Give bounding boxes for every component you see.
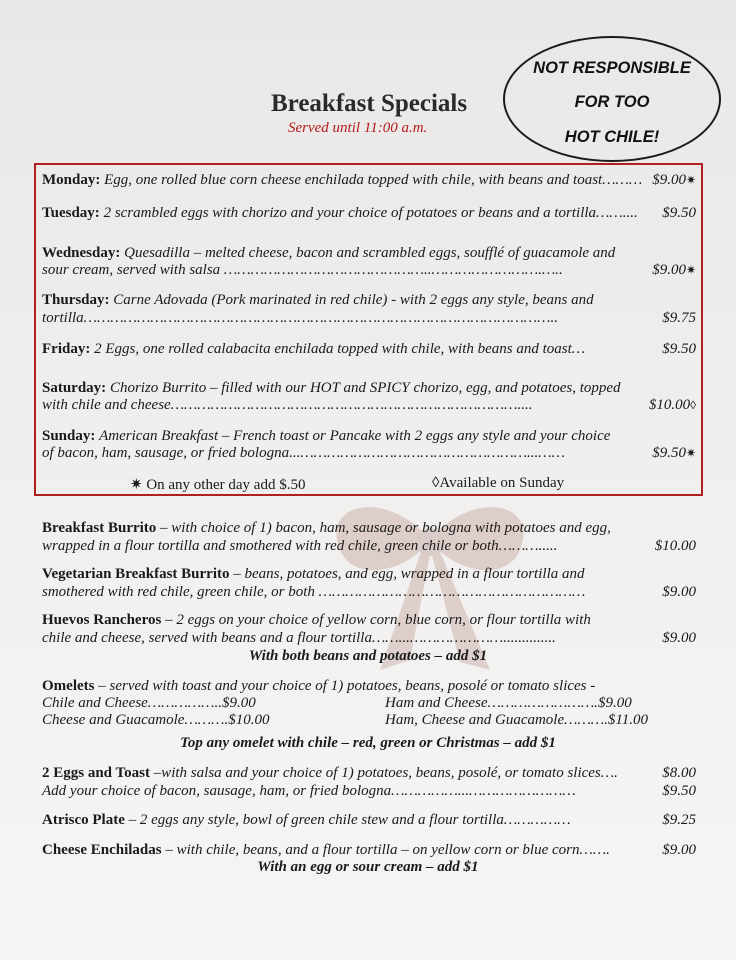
special-description: Quesadilla – melted cheese, bacon and scrambled eggs, soufflé of guacamole and bbox=[124, 245, 616, 261]
special-description: American Breakfast – French toast or Pancake with 2 eggs any style and your choice bbox=[99, 428, 611, 444]
day-label: Monday: bbox=[42, 172, 101, 188]
item-description-cont: chile and cheese, served with beans and a flour tortilla……...………………….............. bbox=[42, 630, 556, 646]
special-friday bbox=[42, 341, 696, 358]
special-price: $9.50 bbox=[662, 205, 696, 221]
item-eggs-toast bbox=[42, 765, 696, 782]
item-vegetarian-burrito-cont bbox=[42, 584, 696, 601]
special-saturday-cont bbox=[42, 397, 696, 414]
day-label: Sunday: bbox=[42, 428, 96, 444]
item-price: $9.25 bbox=[662, 812, 696, 828]
item-description-cont: Add your choice of bacon, sausage, ham, or fried bologna……………...…………………… bbox=[42, 783, 576, 799]
special-wednesday bbox=[42, 245, 696, 262]
star-footnote: ✷ On any other day add $.50 bbox=[130, 477, 306, 493]
special-description: 2 Eggs, one rolled calabacita enchilada topped with chile, with beans and toast… bbox=[94, 341, 586, 357]
special-thursday-cont bbox=[42, 310, 696, 327]
omelet-label: Ham and Cheese……………………. bbox=[385, 695, 598, 711]
special-price: $9.50 bbox=[662, 341, 696, 357]
page-title: Breakfast Specials bbox=[271, 90, 468, 117]
omelet-addon-note: Top any omelet with chile – red, green or Christmas – add $1 bbox=[180, 735, 556, 751]
item-description: – 2 eggs on your choice of yellow corn, blue corn, or flour tortilla with bbox=[161, 612, 591, 628]
item-description: – with choice of 1) bacon, ham, sausage or bologna with potatoes and egg, bbox=[156, 520, 611, 536]
special-price: $9.75 bbox=[662, 310, 696, 326]
item-description-cont: wrapped in a flour tortilla and smothered with red chile, green chile or both………..... bbox=[42, 538, 558, 554]
item-name: Huevos Rancheros bbox=[42, 612, 162, 628]
item-name: Breakfast Burrito bbox=[42, 520, 157, 536]
special-description-cont: tortilla…………………………………………………………………………………………….. bbox=[42, 310, 558, 326]
star-marker: ✷ bbox=[685, 446, 696, 460]
warning-line-1: NOT RESPONSIBLE bbox=[533, 59, 691, 77]
omelet-label: Cheese and Guacamole………. bbox=[42, 712, 229, 728]
special-price: $9.00 bbox=[652, 172, 686, 188]
special-sunday-cont bbox=[42, 445, 696, 462]
special-description-cont: sour cream, served with salsa ………………………………………..…………………….….. bbox=[42, 262, 563, 278]
item-cheese-enchiladas bbox=[42, 842, 696, 859]
special-wednesday-cont bbox=[42, 262, 696, 279]
serving-hours: Served until 11:00 a.m. bbox=[288, 120, 428, 136]
special-price: $9.50 bbox=[652, 445, 686, 461]
omelet-ham-cheese bbox=[385, 695, 685, 712]
item-atrisco-plate bbox=[42, 812, 696, 829]
omelet-chile-cheese bbox=[42, 695, 312, 712]
omelet-ham-cheese-guacamole bbox=[385, 712, 695, 729]
item-price: $9.50 bbox=[662, 783, 696, 799]
item-price: $10.00 bbox=[654, 538, 696, 554]
special-description: Egg, one rolled blue corn cheese enchilada topped with chile, with beans and toast……… bbox=[104, 172, 643, 188]
omelet-label: Ham, Cheese and Guacamole………. bbox=[385, 712, 608, 728]
warning-line-2: FOR TOO bbox=[574, 93, 650, 111]
item-description: –with salsa and your choice of 1) potatoes, beans, posolé, or tomato slices…. bbox=[149, 765, 618, 781]
special-saturday bbox=[42, 380, 696, 397]
item-description-cont: smothered with red chile, green chile, or both …………………………………………………… bbox=[42, 584, 586, 600]
omelet-price: $10.00 bbox=[228, 712, 270, 728]
item-name: 2 Eggs and Toast bbox=[42, 765, 150, 781]
day-label: Tuesday: bbox=[42, 205, 100, 221]
item-description: – served with toast and your choice of 1) potatoes, beans, posolé or tomato slices - bbox=[94, 678, 596, 694]
item-huevos-rancheros-cont bbox=[42, 630, 696, 647]
day-label: Thursday: bbox=[42, 292, 110, 308]
item-omelets bbox=[42, 678, 696, 695]
star-marker: ✷ bbox=[685, 263, 696, 277]
enchiladas-addon-note: With an egg or sour cream – add $1 bbox=[257, 859, 479, 875]
special-price: $10.00 bbox=[648, 397, 691, 413]
item-price: $9.00 bbox=[662, 842, 696, 858]
special-description: 2 scrambled eggs with chorizo and your choice of potatoes or beans and a tortilla…….... bbox=[103, 205, 638, 221]
huevos-addon-note: With both beans and potatoes – add $1 bbox=[248, 648, 488, 664]
item-name: Vegetarian Breakfast Burrito bbox=[42, 566, 230, 582]
omelet-label: Chile and Cheese…………….. bbox=[42, 695, 222, 711]
special-description: Carne Adovada (Pork marinated in red chile) - with 2 eggs any style, beans and bbox=[113, 292, 594, 308]
special-description-cont: with chile and cheese…………………………………………………………………….... bbox=[42, 397, 533, 413]
star-marker: ✷ bbox=[685, 173, 696, 187]
item-huevos-rancheros bbox=[42, 612, 696, 629]
special-description-cont: of bacon, ham, sausage, or fried bologna...……………………………………………...…… bbox=[42, 445, 565, 461]
item-price: $8.00 bbox=[662, 765, 696, 781]
special-tuesday bbox=[42, 205, 696, 222]
item-description: – with chile, beans, and a flour tortilla – on yellow corn or blue corn……. bbox=[161, 842, 610, 858]
warning-line-3: HOT CHILE! bbox=[564, 128, 660, 146]
item-name: Omelets bbox=[42, 678, 95, 694]
special-sunday bbox=[42, 428, 696, 445]
item-name: Atrisco Plate bbox=[42, 812, 125, 828]
omelet-price: $9.00 bbox=[222, 695, 256, 711]
item-breakfast-burrito-cont bbox=[42, 538, 696, 555]
diamond-marker: ◊ bbox=[690, 398, 696, 412]
item-name: Cheese Enchiladas bbox=[42, 842, 162, 858]
special-thursday bbox=[42, 292, 696, 309]
item-price: $9.00 bbox=[662, 630, 696, 646]
omelet-price: $9.00 bbox=[597, 695, 632, 711]
day-label: Saturday: bbox=[42, 380, 107, 396]
item-eggs-toast-cont bbox=[42, 783, 696, 800]
item-description: – beans, potatoes, and egg, wrapped in a flour tortilla and bbox=[229, 566, 585, 582]
special-description: Chorizo Burrito – filled with our HOT and SPICY chorizo, egg, and potatoes, topped bbox=[109, 380, 621, 396]
omelet-price: $11.00 bbox=[607, 712, 649, 728]
item-breakfast-burrito bbox=[42, 520, 696, 537]
item-price: $9.00 bbox=[662, 584, 696, 600]
diamond-footnote: ◊Available on Sunday bbox=[432, 475, 565, 491]
day-label: Friday: bbox=[42, 341, 91, 357]
special-monday bbox=[42, 172, 696, 189]
special-price: $9.00 bbox=[652, 262, 686, 278]
item-vegetarian-burrito bbox=[42, 566, 696, 583]
day-label: Wednesday: bbox=[42, 245, 121, 261]
omelet-cheese-guacamole bbox=[42, 712, 322, 729]
item-description: – 2 eggs any style, bowl of green chile stew and a flour tortilla…………… bbox=[124, 812, 571, 828]
